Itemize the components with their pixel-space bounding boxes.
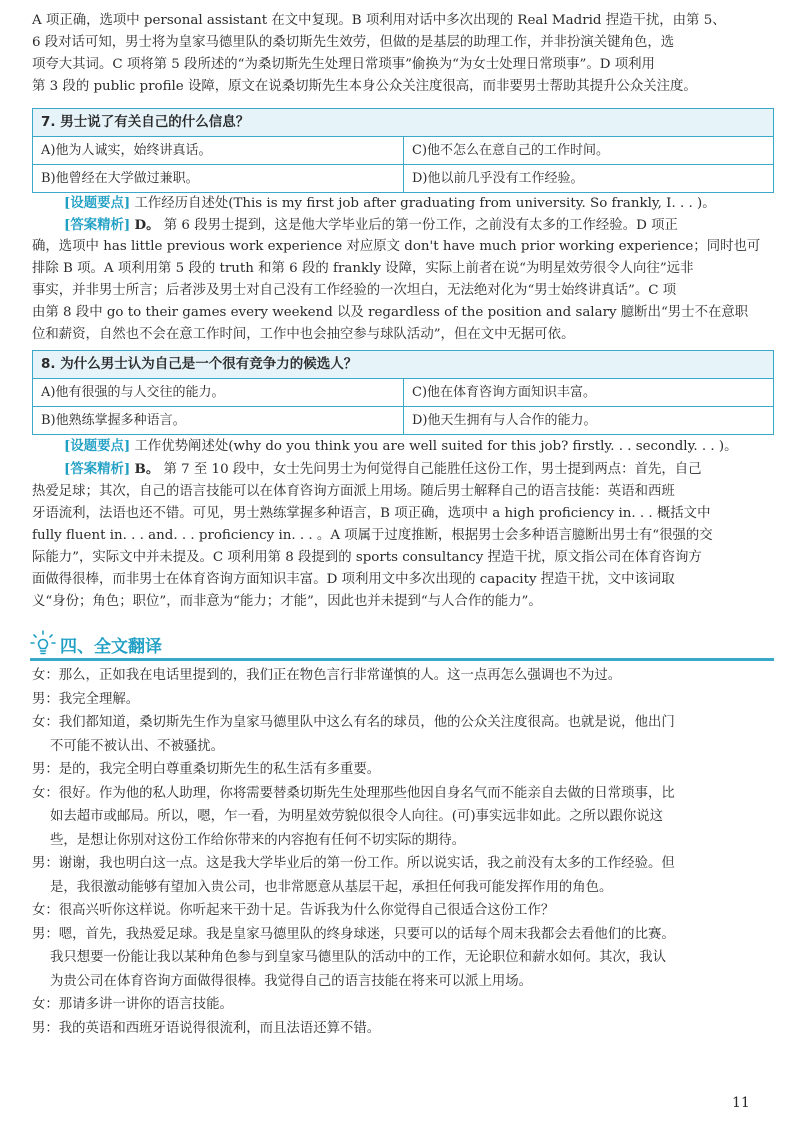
analysis-line: 事实，并非男士所言；后者涉及男士对自己没有工作经验的一次坦白，无法绝对化为“男士始终讲真话”。C 项 [32,283,677,298]
analysis-line: 牙语流利，法语也还不错。可见，男士熟练掌握多种语言，B 项正确，选项中 a high proficiency in. . . 概括文中 [32,506,711,521]
lightbulb-icon [30,630,56,658]
dialogue-line: 女：那么，正如我在电话里提到的，我们正在物色言行非常谨慎的人。这一点再怎么强调也不为过。 [32,668,622,683]
option-d: D)他以前几乎没有工作经验。 [403,165,773,192]
section-title: 四、全文翻译 [60,637,162,657]
page-number: 11 [732,1095,750,1111]
dialogue-line: 女：我们都知道，桑切斯先生作为皇家马德里队中这么有名的球员，他的公众关注度很高。也就是说，他出门 [32,715,675,730]
dialogue-continuation: 是，我很激动能够有望加入贵公司，也非常愿意从基层干起，承担任何我可能发挥作用的角色。 [50,879,613,895]
option-a: A)他为人诚实，始终讲真话。 [41,143,212,158]
intro-paragraph [32,10,772,98]
q7-analysis-body [32,236,772,346]
analysis-line: 热爱足球；其次，自己的语言技能可以在体育咨询方面派上用场。随后男士解释自己的语言技能：英语和西班 [32,484,675,499]
option-d: D)他天生拥有与人合作的能力。 [403,407,773,434]
dialogue-line: 女：很高兴听你这样说。你听起来干劲十足。告诉我为什么你觉得自己很适合这份工作？ [32,903,555,918]
dialogue-continuation: 些，是想让你别对这份工作给你带来的内容抱有任何不切实际的期待。 [50,832,466,848]
intro-line: 项夸大其词。C 项将第 5 段所述的“为桑切斯先生处理日常琐事”偷换为“为女士处理日常琐事”。D 项利用 [32,57,655,72]
analysis-line: fully fluent in. . . and. . . proficiency in. . . 。A 项属于过度推断，根据男士会多种语言臆断出男士有“很强的交 [32,528,713,543]
analysis-line: 确，选项中 has little previous work experience 对应原文 don't have much prior working experience；同时也可 [32,239,761,254]
dialogue-line: 男：我的英语和西班牙语说得很流利，而且法语还算不错。 [32,1020,381,1036]
dialogue-line: 男：是的，我完全明白尊重桑切斯先生的私生活有多重要。 [32,762,381,777]
point-text: 工作经历自述处(This is my first job after graduating from university. So frankly, I. . . )。 [134,196,716,211]
dialogue-continuation: 我只想要一份能让我以某种角色参与到皇家马德里队的活动中的工作，无论职位和薪水如何。其次，我认 [50,950,666,965]
analysis-tag: [答案精析] [64,217,131,233]
q8-analysis-body [32,481,772,613]
dialogue-line: 男：我完全理解。 [32,691,140,707]
point-tag: [设题要点] [64,195,131,211]
intro-line: A 项正确，选项中 personal assistant 在文中复现。B 项利用对话中多次出现的 Real Madrid 捏造干扰，由第 5、 [32,13,726,28]
question-7-title: 7. 男士说了有关自己的什么信息？ [33,109,773,137]
point-tag: [设题要点] [64,438,131,454]
dialogue-translation [32,664,772,1040]
option-a: A)他有很强的与人交往的能力。 [41,385,225,400]
option-c: C)他在体育咨询方面知识丰富。 [403,379,773,406]
dialogue-line: 男：谢谢，我也明白这一点。这是我大学毕业后的第一份工作。所以说实话，我之前没有太多的工作经验。但 [32,856,675,871]
dialogue-line: 女：很好。作为他的私人助理，你将需要替桑切斯先生处理那些他因自身名气而不能亲自去做的日常琐事，比 [32,785,675,801]
dialogue-line: 女：那请多讲一讲你的语言技能。 [32,997,233,1012]
option-b: B)他曾经在大学做过兼职。 [41,171,199,186]
q8-analysis [32,458,772,481]
analysis-answer: D。 [134,217,160,233]
dialogue-continuation: 不可能不被认出、不被骚扰。 [50,738,225,754]
analysis-line: 由第 8 段中 go to their games every weekend 以及 regardless of the position and salary 臆断出“男士不在意职 [32,305,749,320]
q8-point [32,435,772,458]
analysis-answer: B。 [134,461,160,477]
analysis-line: 际能力”，实际文中并未提及。C 项利用第 8 段提到的 sports consultancy 捏造干扰，原文指公司在体育咨询方 [32,550,702,565]
analysis-line: 义“身份；角色；职位”，而非意为“能力；才能”，因此也并未提到“与人合作的能力”。 [32,594,542,609]
analysis-tag: [答案精析] [64,461,131,477]
intro-line: 第 3 段的 public profile 设障，原文在说桑切斯先生本身公众关注度很高，而非要男士帮助其提升公众关注度。 [32,79,697,94]
dialogue-line: 男：嗯，首先，我热爱足球。我是皇家马德里队的终身球迷，只要可以的话每个周末我都会去看他们的比赛。 [32,926,675,942]
point-text: 工作优势阐述处(why do you think you are well suited for this job? firstly. . . secondly. . . )。 [134,439,738,454]
section-heading [30,630,774,661]
option-b: B)他熟练掌握多种语言。 [41,413,186,428]
question-7-row [33,165,773,192]
dialogue-continuation: 如去超市或邮局。所以，嗯，乍一看，为明星效劳貌似很令人向往。(可)事实远非如此。之所以跟你说这 [50,809,664,824]
analysis-line: 面做得很棒，而非男士在体育咨询方面知识丰富。D 项利用文中多次出现的 capacity 捏造干扰，文中该词取 [32,572,675,587]
q7-analysis [32,214,772,237]
question-8-row [33,407,773,434]
question-8-row [33,379,773,407]
question-8-table [32,350,774,435]
analysis-line: 第 6 段男士提到，这是他大学毕业后的第一份工作，之前没有太多的工作经验。D 项正 [163,218,678,233]
analysis-line: 排除 B 项。A 项利用第 5 段的 truth 和第 6 段的 frankly 设障，实际上前者在说“为明星效劳很令人向往”远非 [32,261,694,276]
analysis-line: 位和薪资，自然也不会在意工作时间，工作中也会抽空参与球队活动”，但在文中无据可依。 [32,327,575,342]
question-7-table [32,108,774,193]
option-c: C)他不怎么在意自己的工作时间。 [403,137,773,164]
question-7-row [33,137,773,165]
analysis-line: 第 7 至 10 段中，女士先问男士为何觉得自己能胜任这份工作，男士提到两点：首先，自己 [163,462,702,477]
intro-line: 6 段对话可知，男士将为皇家马德里队的桑切斯先生效劳，但做的是基层的助理工作，并非扮演关键角色，选 [32,35,675,50]
question-8-title: 8. 为什么男士认为自己是一个很有竞争力的候选人？ [33,351,773,379]
q7-point [32,192,772,215]
dialogue-continuation: 为贵公司在体育咨询方面做得很棒。我觉得自己的语言技能在将来可以派上用场。 [50,973,533,989]
